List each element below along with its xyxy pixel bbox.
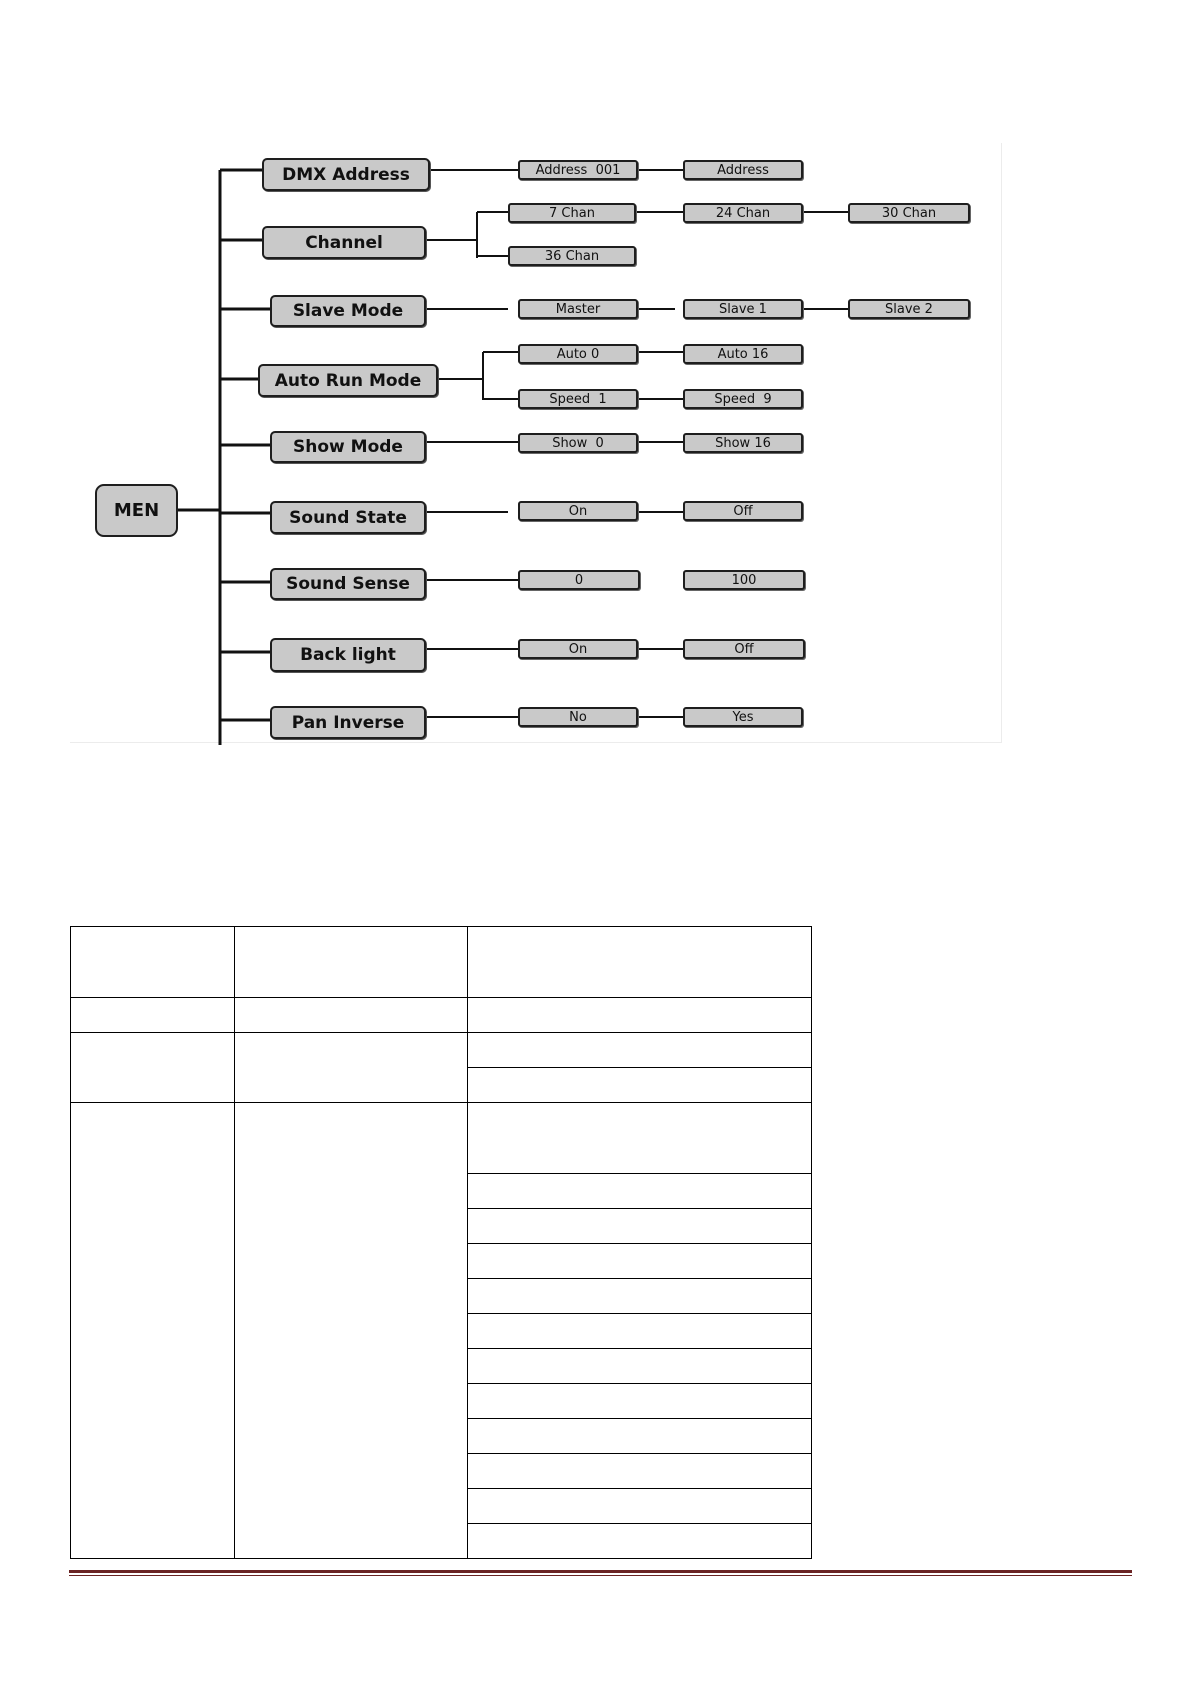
table-row	[71, 998, 812, 1033]
table-cell	[468, 1419, 812, 1454]
table-cell	[468, 1314, 812, 1349]
table-cell	[468, 1103, 812, 1174]
settings-table	[70, 926, 812, 1559]
table-cell	[468, 1244, 812, 1279]
option-back-light-off: Off	[683, 639, 805, 659]
menu-dmx-address: DMX Address	[262, 158, 430, 191]
footer-rule-thin	[69, 1575, 1132, 1576]
table-cell	[468, 1209, 812, 1244]
table-cell	[468, 1489, 812, 1524]
option-sound-sense-0: 0	[518, 570, 640, 590]
option-speed-9: Speed 9	[683, 389, 803, 409]
option-pan-inverse-no: No	[518, 707, 638, 727]
option-address: Address	[683, 160, 803, 180]
table-cell	[468, 1174, 812, 1209]
menu-sound-sense: Sound Sense	[270, 568, 426, 600]
option-sound-sense-100: 100	[683, 570, 805, 590]
option-24-chan: 24 Chan	[683, 203, 803, 223]
menu-root: MEN	[95, 484, 178, 537]
table-cell	[468, 1279, 812, 1314]
option-master: Master	[518, 299, 638, 319]
menu-auto-run-mode: Auto Run Mode	[258, 364, 438, 397]
option-back-light-on: On	[518, 639, 638, 659]
table-cell	[468, 1384, 812, 1419]
table-cell	[468, 1349, 812, 1384]
table-cell	[235, 998, 468, 1033]
option-show-16: Show 16	[683, 433, 803, 453]
option-speed-1: Speed 1	[518, 389, 638, 409]
option-show-0: Show 0	[518, 433, 638, 453]
menu-back-light: Back light	[270, 638, 426, 672]
table-cell	[235, 927, 468, 998]
option-address-001: Address 001	[518, 160, 638, 180]
footer-rule	[69, 1570, 1132, 1576]
table-cell	[71, 1033, 235, 1103]
option-slave-2: Slave 2	[848, 299, 970, 319]
table-cell	[468, 1033, 812, 1068]
table-cell	[468, 927, 812, 998]
table-row	[71, 1103, 812, 1174]
menu-show-mode: Show Mode	[270, 431, 426, 463]
option-auto-16: Auto 16	[683, 344, 803, 364]
option-36-chan: 36 Chan	[508, 246, 636, 266]
table-cell	[71, 998, 235, 1033]
option-auto-0: Auto 0	[518, 344, 638, 364]
table-cell	[468, 1524, 812, 1559]
option-30-chan: 30 Chan	[848, 203, 970, 223]
menu-pan-inverse: Pan Inverse	[270, 706, 426, 739]
menu-channel: Channel	[262, 226, 426, 259]
table-cell	[468, 1068, 812, 1103]
table-row	[71, 1033, 812, 1068]
table-cell	[71, 1103, 235, 1559]
option-slave-1: Slave 1	[683, 299, 803, 319]
table-header-row	[71, 927, 812, 998]
table-cell	[468, 998, 812, 1033]
menu-slave-mode: Slave Mode	[270, 295, 426, 327]
table-cell	[235, 1033, 468, 1103]
table-cell	[71, 927, 235, 998]
option-sound-state-on: On	[518, 501, 638, 521]
option-sound-state-off: Off	[683, 501, 803, 521]
table-cell	[235, 1103, 468, 1559]
footer-rule-thick	[69, 1570, 1132, 1573]
option-7-chan: 7 Chan	[508, 203, 636, 223]
table-cell	[468, 1454, 812, 1489]
option-pan-inverse-yes: Yes	[683, 707, 803, 727]
menu-sound-state: Sound State	[270, 501, 426, 534]
